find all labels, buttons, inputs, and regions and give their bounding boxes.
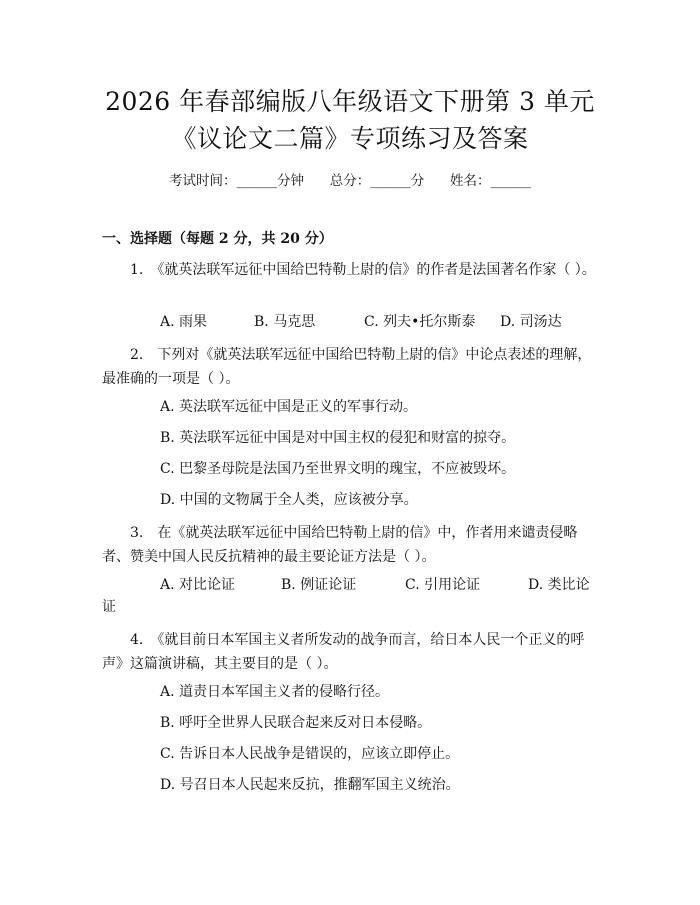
exam-meta-line: 考试时间：______分钟 总分：______分 姓名：______: [169, 173, 531, 189]
question-1-option-a: A. 雨果: [160, 314, 208, 330]
question-3-option-b: B. 例证论证: [281, 577, 357, 593]
question-1: [102, 258, 600, 282]
question-2-option-b: B. 英法联军远征中国是对中国主权的侵犯和财富的掠夺。: [160, 430, 516, 446]
question-stem: 4. 《就目前日本军国主义者所发动的战争而言，给日本人民一个正义的呼声》这篇演讲稿，其主要目的是（ ）。: [102, 632, 585, 672]
question-3-option-a: A. 对比论证: [160, 577, 236, 593]
question-stem: 3. 在《就英法联军远征中国给巴特勒上尉的信》中，作者用来谴责侵略者、赞美中国人民反抗精神的最主要论证方法是（ ）。: [102, 525, 578, 565]
question-stem: 1. 《就英法联军远征中国给巴特勒上尉的信》的作者是法国著名作家（ ）。: [130, 262, 596, 278]
question-4-option-c: C. 告诉日本人民战争是错误的，应该立即停止。: [160, 746, 460, 762]
page-title: 2026 年春部编版八年级语文下册第 3 单元: [105, 87, 595, 116]
question-3: [102, 521, 600, 569]
question-2: [102, 343, 600, 391]
question-4: [102, 628, 600, 676]
question-2-option-a: A. 英法联军远征中国是正义的军事行动。: [160, 399, 418, 415]
question-1-option-d: D. 司汤达: [500, 314, 562, 330]
question-4-option-a: A. 道责日本军国主义者的侵略行径。: [160, 684, 390, 700]
question-1-option-c: C. 列夫•托尔斯泰: [364, 314, 476, 330]
question-4-option-b: B. 呼吁全世界人民联合起来反对日本侵略。: [160, 715, 432, 731]
question-3-option-d: D. 类比论: [528, 577, 590, 593]
question-3-option-c: C. 引用论证: [405, 577, 481, 593]
question-4-option-d: D. 号召日本人民起来反抗，推翻军国主义统治。: [160, 777, 460, 793]
question-1-option-b: B. 马克思: [254, 314, 316, 330]
page-subtitle: 《议论文二篇》专项练习及答案: [171, 124, 529, 153]
question-2-option-c: C. 巴黎圣母院是法国乃至世界文明的瑰宝，不应被毁坏。: [160, 461, 516, 477]
question-stem: 2. 下列对《就英法联军远征中国给巴特勒上尉的信》中论点表述的理解，最准确的一项是（ ）。: [102, 347, 592, 387]
question-2-option-d: D. 中国的文物属于全人类，应该被分享。: [160, 492, 418, 508]
question-3-option-d-wrap: 证: [102, 599, 116, 615]
section-heading: 一、选择题（每题 2 分，共 20 分）: [102, 231, 333, 247]
